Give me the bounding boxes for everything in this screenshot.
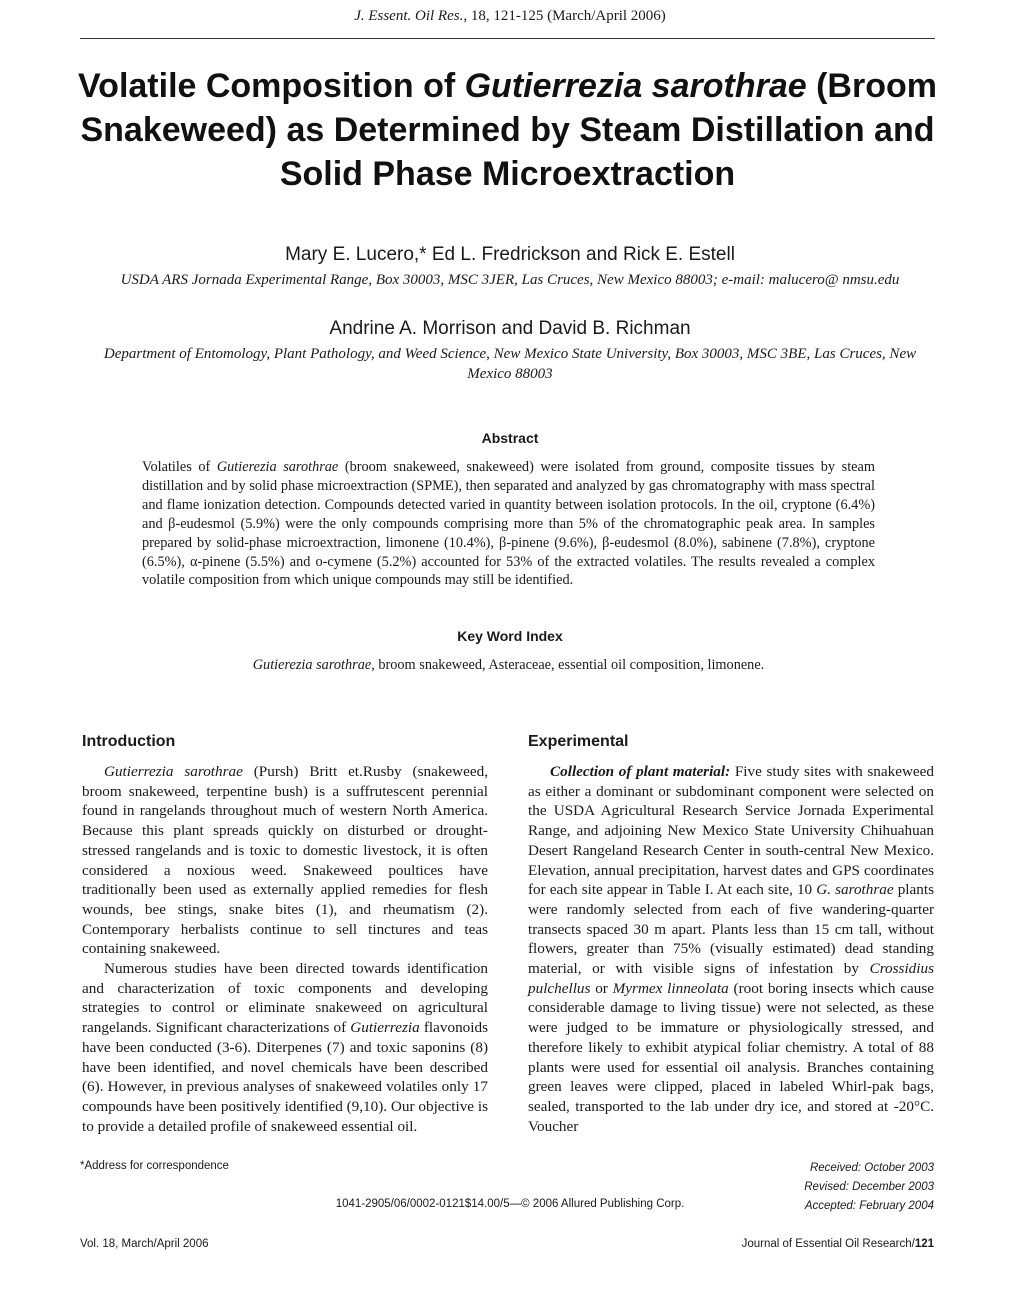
experimental-paragraph-1: Collection of plant material: Five study sites with snakeweed as either a dominant or subdominant component were selected on the USDA Agricultural Research Service Jornada Experimental Range, and adjoining New Mexico State University Chihuahuan Desert Rangeland Research Center in south-central New Mexico. Elevation, annual precipitation, harvest dates and GPS coordinates for each site appear in Table I. At each site, 10 G. sarothrae plants were randomly selected from each of five wandering-quarter transects spaced 30 m apart. Plants less than 15 cm tall, without flowers, greater than 75% (visually estimated) dead standing material, or with visible signs of infestation by Crossidius pulchellus or Myrmex linneolata (root boring insects which cause considerable damage to living tissue) were not selected, as these were judged to be immature or physiologically stressed, and therefore likely to exhibit atypical foliar chemistry. A total of 88 plants were used for essential oil analysis. Branches containing green leaves were clipped, placed in labeled Whirl-pak bags, sealed, transported to the lab under dry ice, and stored at -20°C. Voucher [528,763,934,1135]
abstract-text: Volatiles of Gutierezia sarothrae (broom snakeweed, snakeweed) were isolated from ground, composite tissues by steam distillation and by solid phase microextraction (SPME), then separated and analyzed by gas chromatography with mass spectral and flame ionization detection. Compounds detected varied in quantity between isolation protocols. In the oil, cryptone (6.4%) and β-eudesmol (5.9%) were the only compounds comprising more than 5% of the chromatographic peak area. In samples prepared by solid-phase microextraction, limonene (10.4%), β-pinene (9.6%), β-eudesmol (8.0%), sabinene (7.8%), cryptone (6.5%), α-pinene (5.5%) and o-cymene (5.2%) accounted for 53% of the extracted volatiles. The results revealed a complex volatile composition from which unique compounds may still be identified. [142,459,875,589]
accepted-date: Accepted: February 2004 [804,1200,934,1212]
running-head: J. Essent. Oil Res., 18, 121-125 (March/April 2006) [354,8,666,24]
keywords-heading: Key Word Index [457,628,563,644]
experimental-body [528,762,934,1136]
introduction-body [82,762,488,1136]
page-number: 121 [914,1238,934,1250]
volume-footer: Vol. 18, March/April 2006 [80,1238,209,1250]
intro-paragraph-1: Gutierrezia sarothrae (Pursh) Britt et.Rusby (snakeweed, broom snakeweed, terpentine bush) is a suffrutescent perennial found in rangelands throughout much of western North America. Because this plant spreads quickly on disturbed or drought-stressed rangelands and is toxic to domestic livestock, it is often considered a noxious weed. Snakeweed poultices have traditionally been used as externally applied remedies for flesh wounds, bee stings, snake bites (1), and rheumatism (2). Contemporary herbalists continue to sell tinctures and teas containing snakeweed. [82,763,489,958]
keywords-text: Gutierezia sarothrae, broom snakeweed, Asteraceae, essential oil composition, limonene. [252,657,765,673]
abstract-species: Gutierezia sarothrae [216,459,339,475]
article-title: Volatile Composition of Gutierrezia sarothrae (Broom Snakeweed) as Determined by Steam Distillation and Solid Phase Microextraction [78,67,937,193]
affiliation-1: USDA ARS Jornada Experimental Range, Box 30003, MSC 3JER, Las Cruces, New Mexico 88003; e-mail: malucero@ nmsu.edu [120,272,900,288]
affiliation-2: Department of Entomology, Plant Pathology, and Weed Science, New Mexico State University, Box 30003, MSC 3BE, Las Cruces, New Mexico 88003 [103,346,917,382]
author-group-1: Mary E. Lucero,* Ed L. Fredrickson and Rick E. Estell [285,244,735,265]
copyright-line: 1041-2905/06/0002-0121$14.00/5—© 2006 Allured Publishing Corp. [335,1198,685,1210]
title-species: Gutierrezia sarothrae [464,67,807,105]
intro-paragraph-2: Numerous studies have been directed towards identification and characterization of toxic components and developing strategies to control or eliminate snakeweed on agricultural rangelands. Significant characterizations of Gutierrezia flavonoids have been conducted (3-6). Diterpenes (7) and toxic saponins (8) have been identified, and novel chemicals have been described (6). However, in previous analyses of snakeweed volatiles only 17 compounds have been positively identified (9,10). Our objective is to provide a detailed profile of snakeweed essential oil. [82,960,488,1135]
received-date: Received: October 2003 [809,1162,934,1174]
header-rule [80,38,935,39]
citation: 18, 121-125 (March/April 2006) [470,8,666,24]
introduction-heading: Introduction [82,733,176,750]
journal-abbrev: J. Essent. Oil Res. [354,8,464,24]
abstract-heading: Abstract [481,430,539,446]
experimental-heading: Experimental [528,733,629,750]
correspondence-note: *Address for correspondence [80,1160,229,1172]
collection-subhead: Collection of plant material: [550,763,731,780]
revised-date: Revised: December 2003 [804,1181,934,1193]
journal-footer: Journal of Essential Oil Research/121 [741,1238,934,1250]
author-group-2: Andrine A. Morrison and David B. Richman [329,318,691,339]
